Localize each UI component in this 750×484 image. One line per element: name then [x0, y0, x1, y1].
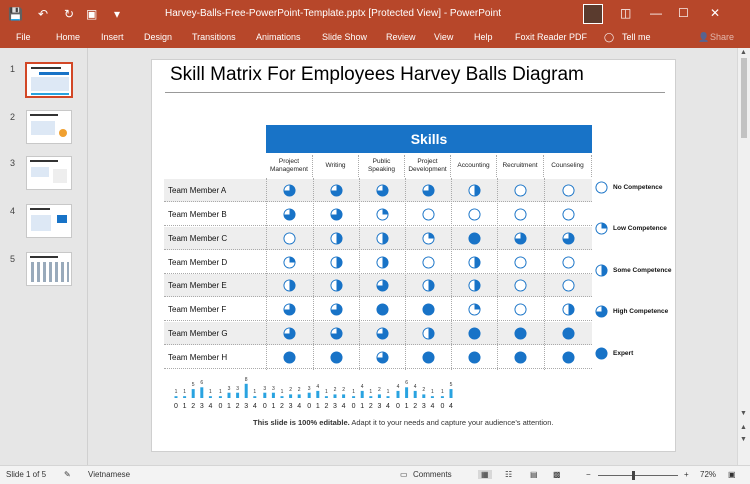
harvey-ball [376, 232, 389, 245]
column-divider [451, 178, 452, 370]
column-header: Writing [313, 155, 359, 177]
bar-value-label: 6 [200, 380, 204, 387]
ribbon-display-icon[interactable]: ◫ [620, 6, 632, 20]
maximize-button[interactable]: ☐ [678, 6, 689, 20]
zoom-level[interactable]: 72% [700, 470, 717, 479]
column-divider [266, 178, 267, 370]
harvey-ball [422, 184, 435, 197]
column-divider [497, 178, 498, 370]
zoom-slider[interactable] [598, 475, 678, 476]
harvey-ball [468, 279, 481, 292]
legend-harvey-ball [595, 181, 608, 194]
harvey-ball [376, 208, 389, 221]
save-icon[interactable]: 💾 [8, 7, 23, 21]
x-tick-label: 1 [404, 403, 409, 410]
column-header: Project Management [266, 155, 313, 177]
slide-thumbnail-pane [0, 48, 88, 465]
harvey-ball [330, 279, 343, 292]
harvey-ball [330, 208, 343, 221]
x-tick-label: 3 [244, 403, 249, 410]
harvey-ball [376, 256, 389, 269]
harvey-ball [468, 303, 481, 316]
legend-harvey-ball [595, 222, 608, 235]
thumbnail-slide-3[interactable] [26, 156, 72, 190]
column-header: Accounting [451, 155, 497, 177]
bar-value-label: 4 [396, 383, 400, 390]
thumbnail-number: 2 [10, 112, 16, 122]
harvey-ball [283, 208, 296, 221]
column-divider [313, 178, 314, 370]
harvey-ball [468, 184, 481, 197]
harvey-ball [422, 232, 435, 245]
bar-value-label: 1 [386, 389, 390, 396]
row-label: Team Member C [168, 234, 228, 243]
title-divider [165, 92, 665, 93]
column-divider [359, 178, 360, 370]
bar-value-label: 2 [333, 387, 337, 394]
previous-slide-icon[interactable]: ▲ [740, 424, 747, 431]
harvey-ball [283, 327, 296, 340]
bar-value-label: 5 [191, 382, 195, 389]
legend-label: High Competence [613, 308, 669, 315]
avatar[interactable] [583, 4, 603, 24]
harvey-ball [422, 327, 435, 340]
thumbnail-slide-2[interactable] [26, 110, 72, 144]
x-tick-label: 4 [449, 403, 453, 410]
tab-home[interactable]: Home [56, 32, 81, 42]
harvey-ball [468, 327, 481, 340]
x-tick-label: 2 [280, 403, 284, 410]
x-tick-label: 3 [288, 403, 293, 410]
slideshow-icon[interactable]: ▩ [553, 470, 561, 479]
column-header: Public Speaking [359, 155, 405, 177]
x-tick-label: 0 [218, 403, 223, 410]
harvey-ball [330, 327, 343, 340]
harvey-ball [562, 279, 575, 292]
bar-value-label: 1 [280, 389, 284, 396]
x-tick-label: 2 [324, 403, 329, 410]
next-slide-icon[interactable]: ▼ [740, 436, 747, 443]
bar-value-label: 2 [378, 387, 381, 394]
title-bar [0, 0, 750, 28]
bar-value-label: 1 [369, 389, 373, 396]
harvey-ball [376, 303, 389, 316]
vertical-scrollbar[interactable] [737, 48, 750, 465]
x-tick-label: 0 [262, 403, 267, 410]
x-tick-label: 4 [252, 403, 257, 410]
zoom-slider-handle[interactable] [632, 471, 635, 480]
thumbnail-slide-5[interactable] [26, 252, 72, 286]
legend-label: Expert [613, 350, 634, 357]
harvey-ball [283, 256, 296, 269]
scrollbar-thumb[interactable] [741, 58, 747, 138]
bar-value-label: 4 [316, 383, 320, 390]
x-tick-label: 3 [199, 403, 204, 410]
harvey-ball [514, 279, 527, 292]
column-header: Recruitment [497, 155, 544, 177]
harvey-ball [330, 303, 343, 316]
row-label: Team Member B [168, 210, 227, 219]
legend-harvey-ball [595, 264, 608, 277]
legend-label: Some Competence [613, 267, 672, 274]
harvey-ball [283, 232, 296, 245]
row-label: Team Member A [168, 186, 227, 195]
caption-bold: This slide is 100% editable. [253, 418, 350, 427]
column-divider [405, 178, 406, 370]
bar-value-label: 1 [253, 389, 257, 396]
bar-value-label: 4 [360, 383, 364, 390]
bar-value-label: 4 [413, 383, 417, 390]
tab-animations[interactable]: Animations [256, 32, 301, 42]
status-bar [0, 465, 750, 484]
slide-counter: Slide 1 of 5 [6, 470, 47, 479]
bar-value-label: 1 [219, 389, 222, 396]
legend-label: Low Competence [613, 225, 667, 232]
x-tick-label: 1 [360, 403, 365, 410]
x-tick-label: 1 [227, 403, 231, 410]
column-divider [544, 178, 545, 370]
column-header: Counseling [544, 155, 592, 177]
x-tick-label: 0 [307, 403, 312, 410]
bar-value-label: 3 [272, 385, 275, 392]
tab-transitions[interactable]: Transitions [192, 32, 236, 42]
customize-qat-icon[interactable]: ▾ [114, 7, 121, 21]
harvey-ball [376, 279, 389, 292]
bar-value-label: 3 [307, 385, 311, 392]
legend-label: No Competence [613, 184, 663, 191]
x-tick-label: 2 [368, 403, 373, 410]
harvey-ball [283, 351, 296, 364]
harvey-ball [514, 327, 527, 340]
page-title[interactable]: Skill Matrix For Employees Harvey Balls Diagram [170, 64, 584, 85]
bar-value-label: 3 [236, 385, 239, 392]
tab-file[interactable]: File [16, 32, 31, 42]
close-button[interactable]: ✕ [710, 6, 721, 20]
scroll-up-icon[interactable]: ▲ [740, 49, 747, 56]
caption-text: Adapt it to your needs and capture your audience’s attention. [349, 418, 554, 427]
harvey-ball [283, 279, 296, 292]
harvey-ball [514, 303, 527, 316]
harvey-ball [330, 351, 343, 364]
comments-icon[interactable]: ▭ [400, 470, 408, 479]
harvey-ball [376, 327, 389, 340]
share-button[interactable]: Share [710, 32, 735, 42]
harvey-ball [422, 303, 435, 316]
harvey-ball [514, 184, 527, 197]
harvey-ball [514, 256, 527, 269]
x-tick-label: 3 [333, 403, 337, 410]
x-tick-label: 1 [315, 403, 320, 410]
zoom-out-icon[interactable]: − [586, 470, 591, 479]
bar-value-label: 2 [342, 387, 345, 394]
x-tick-label: 0 [174, 403, 178, 410]
slide-sorter-icon[interactable]: ☷ [505, 470, 513, 479]
harvey-ball [468, 208, 481, 221]
zoom-in-icon[interactable]: + [684, 470, 689, 479]
harvey-ball [376, 351, 389, 364]
tab-review[interactable]: Review [386, 32, 416, 42]
share-icon[interactable]: 👤 [698, 32, 710, 42]
row-label: Team Member H [168, 353, 228, 362]
tell-me-input[interactable]: Tell me [622, 32, 651, 42]
bar-value-label: 5 [449, 382, 453, 389]
x-tick-label: 0 [351, 403, 356, 410]
tab-slide-show[interactable]: Slide Show [322, 32, 368, 42]
x-tick-label: 4 [208, 403, 213, 410]
undo-icon[interactable]: ↶ [38, 7, 49, 21]
row-label: Team Member F [168, 305, 227, 314]
thumbnail-number: 3 [10, 158, 16, 168]
harvey-ball [562, 232, 575, 245]
harvey-ball [562, 327, 575, 340]
reading-view-icon[interactable]: ▤ [530, 470, 538, 479]
row-label: Team Member E [168, 281, 227, 290]
harvey-ball [330, 256, 343, 269]
bar-value-label: 3 [263, 385, 267, 392]
legend-harvey-ball [595, 305, 608, 318]
minimize-button[interactable]: — [650, 6, 662, 20]
skills-header: Skills [266, 125, 592, 153]
bar-value-label: 1 [174, 389, 178, 396]
comments-button[interactable]: Comments [413, 470, 452, 479]
harvey-ball [422, 351, 435, 364]
bar-value-label: 8 [244, 376, 248, 383]
x-tick-label: 3 [421, 403, 426, 410]
x-tick-label: 2 [235, 403, 240, 410]
harvey-ball [422, 256, 435, 269]
x-tick-label: 0 [396, 403, 400, 410]
bar-value-label: 2 [289, 387, 292, 394]
harvey-ball [468, 351, 481, 364]
harvey-ball [422, 208, 435, 221]
x-tick-label: 0 [440, 403, 445, 410]
bar-value-label: 3 [227, 385, 231, 392]
thumbnail-number: 4 [10, 206, 16, 216]
x-tick-label: 1 [182, 403, 187, 410]
scroll-down-icon[interactable]: ▼ [740, 410, 747, 417]
bar-value-label: 1 [209, 389, 212, 396]
fit-to-window-icon[interactable]: ▣ [728, 470, 736, 479]
tab-view[interactable]: View [434, 32, 454, 42]
bar-value-label: 1 [325, 389, 328, 396]
harvey-ball [283, 184, 296, 197]
x-tick-label: 4 [297, 403, 302, 410]
x-tick-label: 2 [413, 403, 418, 410]
tab-design[interactable]: Design [144, 32, 173, 42]
spelling-icon[interactable]: ✎ [64, 470, 71, 479]
legend-harvey-ball [595, 347, 608, 360]
harvey-ball [330, 184, 343, 197]
tab-foxit-reader-pdf[interactable]: Foxit Reader PDF [515, 32, 588, 42]
harvey-ball [562, 351, 575, 364]
thumbnail-number: 5 [10, 254, 16, 264]
bar-value-label: 1 [441, 389, 444, 396]
harvey-ball [562, 256, 575, 269]
slide-caption [253, 418, 553, 427]
language-indicator[interactable]: Vietnamese [88, 470, 131, 479]
thumbnail-number: 1 [10, 64, 16, 74]
harvey-ball [330, 232, 343, 245]
bar-value-label: 2 [297, 387, 301, 394]
redo-icon[interactable]: ↻ [64, 7, 75, 21]
x-tick-label: 3 [377, 403, 382, 410]
harvey-ball [562, 184, 575, 197]
start-from-beginning-icon[interactable]: ▣ [86, 7, 98, 21]
lightbulb-icon: ◯ [604, 32, 615, 42]
harvey-ball [514, 351, 527, 364]
x-tick-label: 2 [191, 403, 196, 410]
thumbnail-slide-4[interactable] [26, 204, 72, 238]
x-tick-label: 4 [430, 403, 435, 410]
normal-view-icon[interactable]: ▦ [478, 470, 492, 479]
bar-value-label: 1 [431, 389, 434, 396]
bar-value-label: 6 [405, 380, 408, 387]
x-tick-label: 4 [386, 403, 390, 410]
row-label: Team Member D [168, 258, 228, 267]
ribbon-tabs [0, 28, 750, 48]
harvey-ball [376, 184, 389, 197]
window-title: Harvey-Balls-Free-PowerPoint-Template.pptx [Protected View] - PowerPoint [165, 8, 502, 19]
harvey-ball [562, 208, 575, 221]
bar-value-label: 2 [422, 387, 426, 394]
harvey-ball [283, 303, 296, 316]
tab-help[interactable]: Help [474, 32, 493, 42]
harvey-ball [468, 256, 481, 269]
column-header: Project Development [405, 155, 451, 177]
bar-value-label: 1 [352, 389, 355, 396]
tab-insert[interactable]: Insert [101, 32, 124, 42]
x-tick-label: 1 [271, 403, 276, 410]
harvey-ball [514, 232, 527, 245]
harvey-ball [422, 279, 435, 292]
harvey-ball [562, 303, 575, 316]
thumbnail-slide-1[interactable] [25, 62, 73, 98]
x-tick-label: 4 [341, 403, 346, 410]
harvey-ball [514, 208, 527, 221]
row-label: Team Member G [168, 329, 228, 338]
bar-value-label: 1 [183, 389, 186, 396]
harvey-ball [468, 232, 481, 245]
